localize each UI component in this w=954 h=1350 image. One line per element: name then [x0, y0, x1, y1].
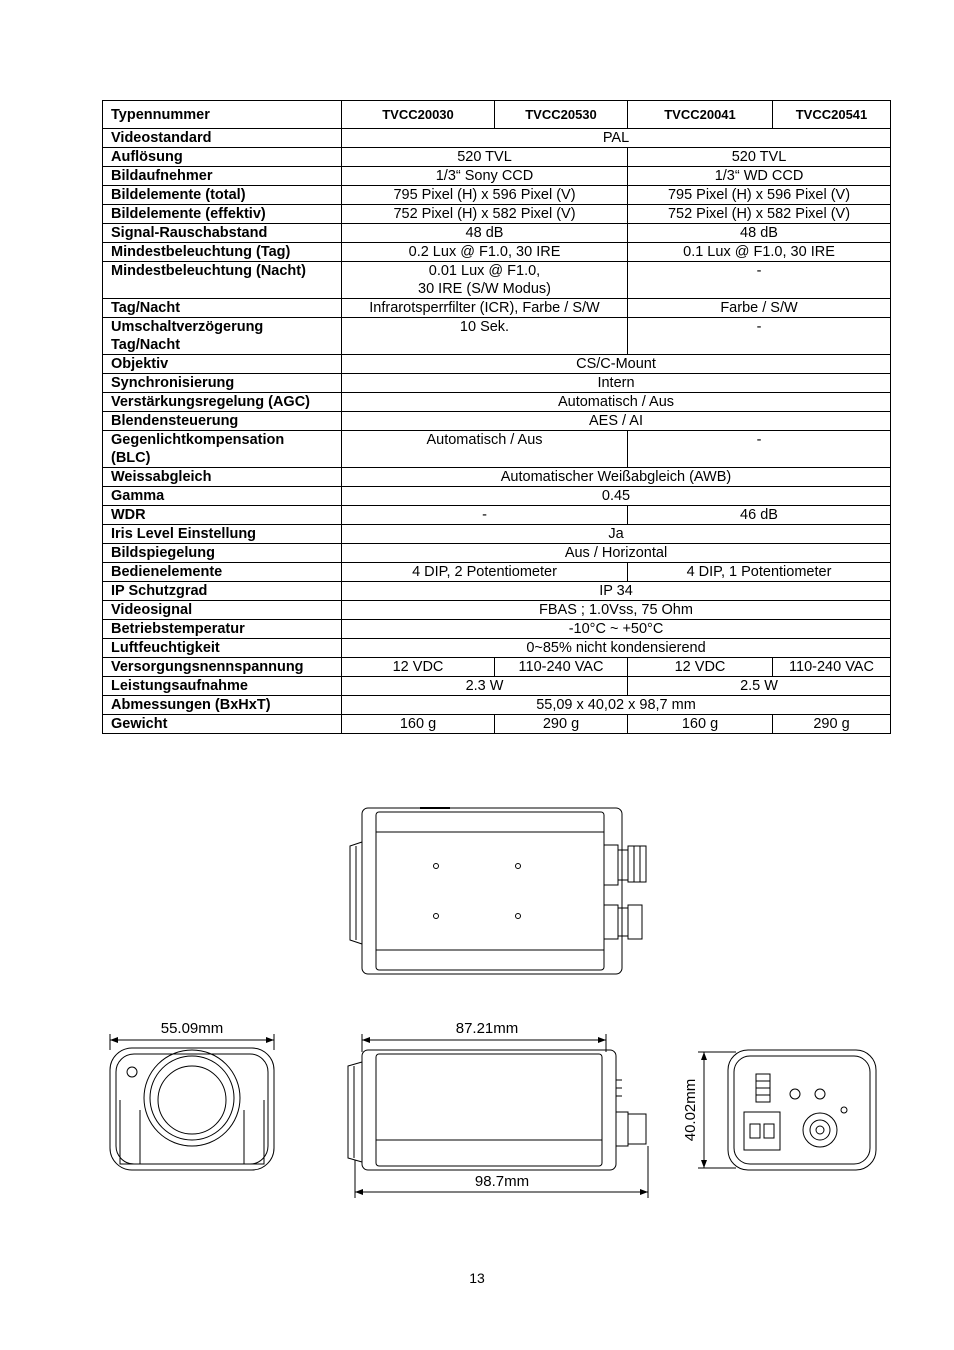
row-value: 12 VDC	[342, 658, 495, 677]
row-label: IP Schutzgrad	[103, 582, 342, 601]
row-value: 2.5 W	[628, 677, 891, 696]
row-value: 1/3“ WD CCD	[628, 167, 891, 186]
row-value: Aus / Horizontal	[342, 544, 891, 563]
row-value: Automatisch / Aus	[342, 393, 891, 412]
row-label: Gewicht	[103, 715, 342, 734]
row-label: Gegenlichtkompensation (BLC)	[103, 431, 342, 468]
row-label: Synchronisierung	[103, 374, 342, 393]
row-value: 520 TVL	[628, 148, 891, 167]
row-label: Mindestbeleuchtung (Nacht)	[103, 262, 342, 299]
camera-top-view	[350, 808, 646, 974]
row-label: Objektiv	[103, 355, 342, 374]
row-value: 10 Sek.	[342, 318, 628, 355]
row-value: Automatisch / Aus	[342, 431, 628, 468]
row-value: -10°C ~ +50°C	[342, 620, 891, 639]
row-value: 48 dB	[342, 224, 628, 243]
row-value: 2.3 W	[342, 677, 628, 696]
total-length-label: 98.7mm	[474, 1173, 530, 1190]
row-value: FBAS ; 1.0Vss, 75 Ohm	[342, 601, 891, 620]
row-value: 55,09 x 40,02 x 98,7 mm	[342, 696, 891, 715]
row-value: 0.2 Lux @ F1.0, 30 IRE	[342, 243, 628, 262]
row-label: Abmessungen (BxHxT)	[103, 696, 342, 715]
row-value: 4 DIP, 1 Potentiometer	[628, 563, 891, 582]
row-value: 290 g	[495, 715, 628, 734]
row-value: 0.1 Lux @ F1.0, 30 IRE	[628, 243, 891, 262]
row-label: Verstärkungsregelung (AGC)	[103, 393, 342, 412]
model-tvcc20041: TVCC20041	[628, 101, 773, 129]
row-label: Signal-Rauschabstand	[103, 224, 342, 243]
row-label: Iris Level Einstellung	[103, 525, 342, 544]
row-value: -	[628, 431, 891, 468]
height-label: 40.02mm	[682, 1078, 699, 1142]
camera-front-view	[110, 1034, 274, 1170]
row-label: Weissabgleich	[103, 468, 342, 487]
camera-rear-view	[698, 1050, 876, 1170]
row-label: Tag/Nacht	[103, 299, 342, 318]
width-label: 55.09mm	[160, 1020, 224, 1037]
row-value: 46 dB	[628, 506, 891, 525]
row-value: 0~85% nicht kondensierend	[342, 639, 891, 658]
row-label: Leistungsaufnahme	[103, 677, 342, 696]
row-value: 1/3“ Sony CCD	[342, 167, 628, 186]
row-value: 0.45	[342, 487, 891, 506]
row-value: 110-240 VAC	[773, 658, 891, 677]
row-label: Blendensteuerung	[103, 412, 342, 431]
row-value: 520 TVL	[342, 148, 628, 167]
row-label: Betriebstemperatur	[103, 620, 342, 639]
row-label: Videostandard	[103, 129, 342, 148]
row-label: Mindestbeleuchtung (Tag)	[103, 243, 342, 262]
row-label: WDR	[103, 506, 342, 525]
row-value: CS/C-Mount	[342, 355, 891, 374]
row-value: 0.01 Lux @ F1.0, 30 IRE (S/W Modus)	[342, 262, 628, 299]
page-number: 13	[469, 1270, 485, 1286]
row-label: Gamma	[103, 487, 342, 506]
row-value: 160 g	[342, 715, 495, 734]
body-length-label: 87.21mm	[455, 1020, 519, 1037]
row-label: Bildelemente (effektiv)	[103, 205, 342, 224]
model-tvcc20030: TVCC20030	[342, 101, 495, 129]
row-value: 795 Pixel (H) x 596 Pixel (V)	[342, 186, 628, 205]
row-value: Intern	[342, 374, 891, 393]
row-value: 290 g	[773, 715, 891, 734]
row-value: 48 dB	[628, 224, 891, 243]
row-label: Auflösung	[103, 148, 342, 167]
row-value: Ja	[342, 525, 891, 544]
row-value: 752 Pixel (H) x 582 Pixel (V)	[342, 205, 628, 224]
header-label: Typennummer	[103, 101, 342, 129]
row-value: -	[628, 262, 891, 299]
row-value: -	[342, 506, 628, 525]
row-value: Farbe / S/W	[628, 299, 891, 318]
row-label: Bildelemente (total)	[103, 186, 342, 205]
row-value: 752 Pixel (H) x 582 Pixel (V)	[628, 205, 891, 224]
row-label: Bildspiegelung	[103, 544, 342, 563]
model-tvcc20530: TVCC20530	[495, 101, 628, 129]
row-value: Automatischer Weißabgleich (AWB)	[342, 468, 891, 487]
row-label: Luftfeuchtigkeit	[103, 639, 342, 658]
row-value: -	[628, 318, 891, 355]
row-value: 12 VDC	[628, 658, 773, 677]
row-value: 160 g	[628, 715, 773, 734]
row-label: Versorgungsnennspannung	[103, 658, 342, 677]
row-label: Bedienelemente	[103, 563, 342, 582]
model-tvcc20541: TVCC20541	[773, 101, 891, 129]
row-label: Videosignal	[103, 601, 342, 620]
row-value: PAL	[342, 129, 891, 148]
row-value: 795 Pixel (H) x 596 Pixel (V)	[628, 186, 891, 205]
row-value: 4 DIP, 2 Potentiometer	[342, 563, 628, 582]
row-value: IP 34	[342, 582, 891, 601]
row-label: Bildaufnehmer	[103, 167, 342, 186]
row-label: Umschaltverzögerung Tag/Nacht	[103, 318, 342, 355]
row-value: AES / AI	[342, 412, 891, 431]
row-value: 110-240 VAC	[495, 658, 628, 677]
row-value: Infrarotsperrfilter (ICR), Farbe / S/W	[342, 299, 628, 318]
